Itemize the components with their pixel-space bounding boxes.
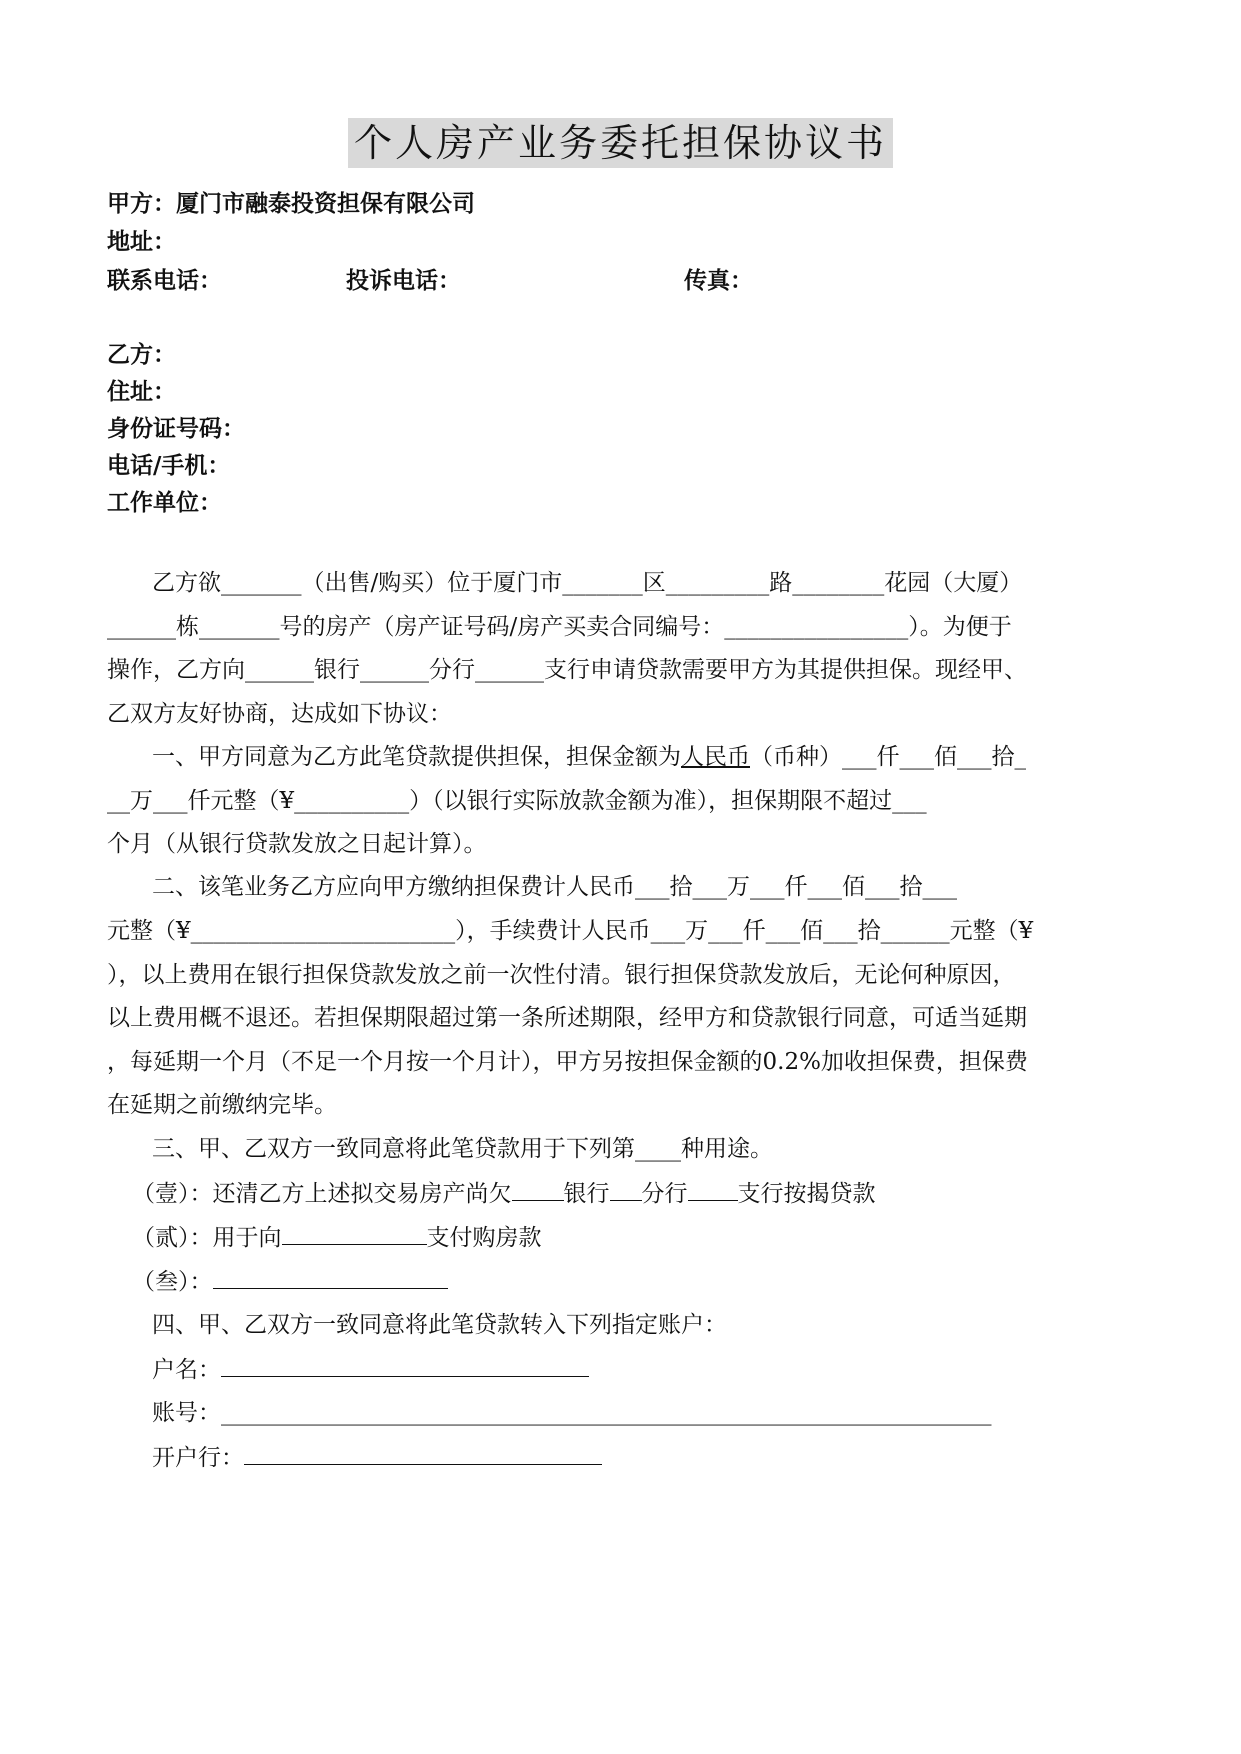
clause-1-currency: 人民币 xyxy=(681,744,750,770)
option-1-blank-bank xyxy=(512,1178,564,1201)
bank-row xyxy=(152,1442,1241,1473)
party-b-address-label: 住址： xyxy=(107,378,176,405)
party-a-phone-label: 联系电话： xyxy=(107,267,222,294)
account-name-row xyxy=(152,1354,1241,1385)
option-2-blank xyxy=(282,1222,427,1245)
option-1-text-d: 支行按揭贷款 xyxy=(737,1181,876,1207)
account-name-blank xyxy=(221,1354,589,1377)
party-b-phone-label: 电话/手机： xyxy=(107,452,231,479)
intro-line-4: 乙双方友好协商，达成如下协议： xyxy=(107,701,452,727)
clause-4-line-1: 四、甲、乙双方一致同意将此笔贷款转入下列指定账户： xyxy=(152,1312,727,1338)
clause-3-option-1 xyxy=(132,1178,1241,1209)
option-1-blank-branch xyxy=(610,1178,642,1201)
clause-2-line-2: 元整（¥_______________________），手续费计人民币___万___仟___佰___拾______元整（¥ xyxy=(107,918,1034,944)
option-3-text-a: （叁）： xyxy=(132,1269,213,1295)
clause-1-text-b: （币种）___仟___佰___拾_ xyxy=(750,744,1026,770)
clause-2-line-1: 二、该笔业务乙方应向甲方缴纳担保费计人民币___拾___万___仟___佰___拾___ xyxy=(152,874,957,900)
option-2-text-b: 支付购房款 xyxy=(426,1225,542,1251)
option-1-text-b: 银行 xyxy=(563,1181,610,1207)
party-b-id-label: 身份证号码： xyxy=(107,415,245,442)
clause-1-line-1 xyxy=(152,742,1241,772)
clause-1-line-2: __万___仟元整（¥__________）（以银行实际放款金额为准），担保期限不超过___ xyxy=(107,788,927,814)
clause-1-line-3: 个月（从银行贷款发放之日起计算）。 xyxy=(107,831,487,857)
clause-3-option-3 xyxy=(132,1266,1241,1297)
bank-label: 开户行： xyxy=(152,1445,244,1471)
party-a-fax-label: 传真： xyxy=(684,267,753,294)
option-1-blank-subbranch xyxy=(688,1178,738,1201)
account-number-row xyxy=(152,1398,1241,1428)
party-b-label: 乙方： xyxy=(107,341,176,368)
option-1-text-a: （壹）：还清乙方上述拟交易房产尚欠 xyxy=(132,1181,512,1207)
document-title-wrap xyxy=(0,118,1241,168)
party-a-address-label: 地址： xyxy=(107,228,176,255)
clause-3-option-2 xyxy=(132,1222,1241,1253)
account-number-label: 账号： xyxy=(152,1400,221,1426)
clause-2-line-4: 以上费用概不退还。若担保期限超过第一条所述期限，经甲方和贷款银行同意，可适当延期 xyxy=(107,1005,1027,1031)
option-2-text-a: （贰）：用于向 xyxy=(132,1225,282,1251)
intro-line-3: 操作，乙方向______银行______分行______支行申请贷款需要甲方为其提供担保。现经甲、 xyxy=(107,657,1027,683)
clause-3-line-1: 三、甲、乙双方一致同意将此笔贷款用于下列第____种用途。 xyxy=(152,1136,773,1162)
clause-2-line-3: ），以上费用在银行担保贷款发放之前一次性付清。银行担保贷款发放后，无论何种原因， xyxy=(107,962,1016,988)
clause-1-text-a: 一、甲方同意为乙方此笔贷款提供担保，担保金额为 xyxy=(152,744,681,770)
bank-blank xyxy=(244,1442,602,1465)
account-name-label: 户名： xyxy=(152,1357,221,1383)
option-1-text-c: 分行 xyxy=(641,1181,688,1207)
intro-line-1: 乙方欲_______（出售/购买）位于厦门市_______区_________路________花园（大厦） xyxy=(152,570,1023,596)
clause-2-line-5: ，每延期一个月（不足一个月按一个月计），甲方另按担保金额的0.2%加收担保费，担保费 xyxy=(107,1049,1028,1075)
party-a-complaint-label: 投诉电话： xyxy=(346,267,461,294)
account-number-blank: ___________________________________________________________________ xyxy=(221,1400,992,1426)
option-3-blank xyxy=(213,1266,448,1289)
document-title: 个人房产业务委托担保协议书 xyxy=(348,118,893,168)
clause-2-line-6: 在延期之前缴纳完毕。 xyxy=(107,1092,337,1118)
party-a-name: 甲方：厦门市融泰投资担保有限公司 xyxy=(107,190,475,217)
intro-line-2: ______栋_______号的房产（房产证号码/房产买卖合同编号：________________）。为便于 xyxy=(107,614,1012,640)
party-b-work-label: 工作单位： xyxy=(107,489,222,516)
